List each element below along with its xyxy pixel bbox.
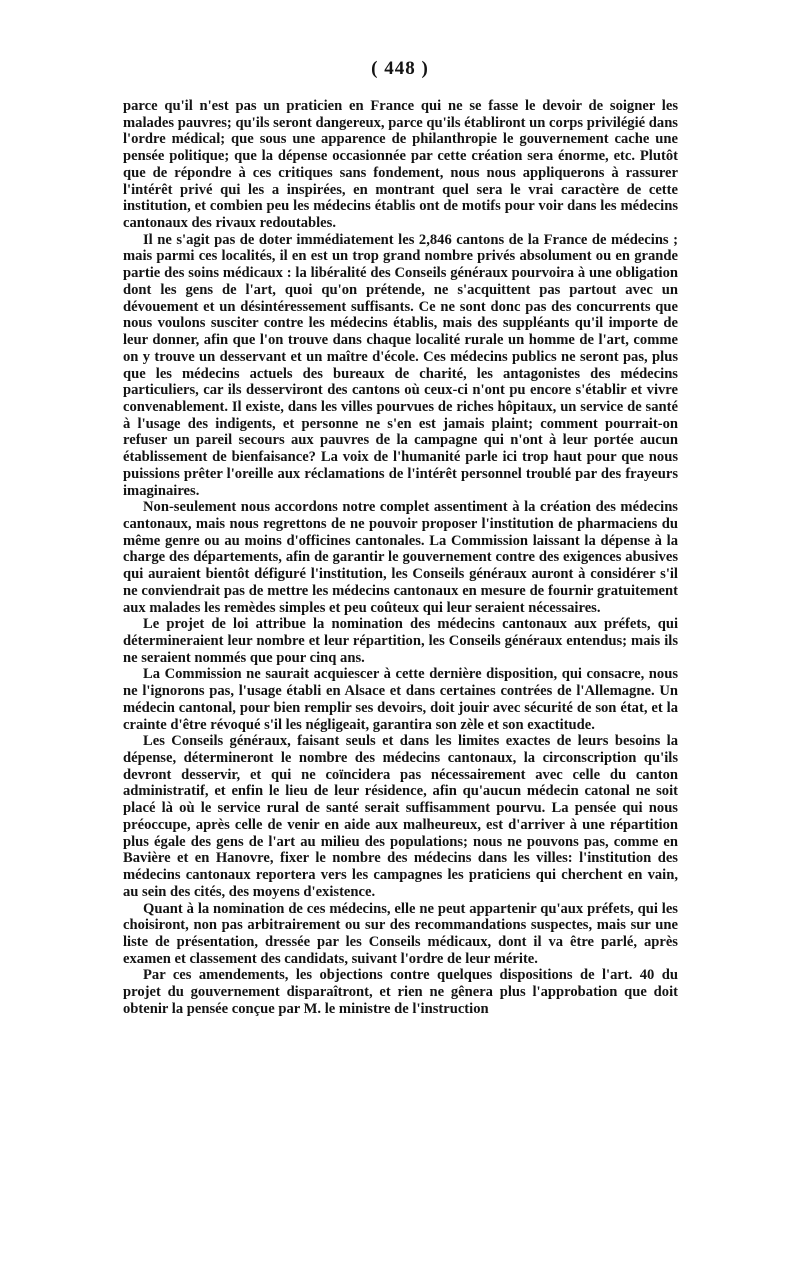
paragraph: Quant à la nomination de ces médecins, elle ne peut appartenir qu'aux préfets, qui les choisiront, non pas arbitrairement ou sur des recommandations suspectes, mais sur une liste de présentation, dressée par les Conseils médicaux, dont il va être parlé, après examen et classement des candidats, suivant l'ordre de leur mérite.	[123, 900, 678, 967]
body-text	[123, 98, 678, 1018]
paragraph: Le projet de loi attribue la nomination des médecins cantonaux aux préfets, qui détermineraient leur nombre et leur répartition, les Conseils généraux entendus; mais ils ne seraient nommés que pour cinq ans.	[123, 616, 678, 666]
paragraph: Il ne s'agit pas de doter immédiatement les 2,846 cantons de la France de médecins ; mais parmi ces localités, il en est un trop grand nombre privés absolument ou en grande partie des soins médicaux : la libéralité des Conseils généraux pourvoira à une obligation dont les gens de l'art, quoi qu'on prétende, ne s'acquittent pas partout avec un dévouement et un désintéressement suffisants. Ce ne sont donc pas des concurrents que nous voulons susciter contre les médecins établis, mais des suppléants qu'il importe de leur donner, afin que l'on trouve dans chaque localité rurale un homme de l'art, comme on y trouve un desservant et un maître d'école. Ces médecins publics ne seront pas, plus que les médecins actuels des bureaux de charité, les antagonistes des médecins particuliers, car ils desserviront des cantons où ceux-ci n'ont pu encore s'établir et vivre convenablement. Il existe, dans les villes pourvues de riches hôpitaux, un service de santé à l'usage des indigents, et personne ne s'en est jamais plaint; comment pourrait-on refuser un pareil secours aux pauvres de la campagne qui n'ont à leur portée aucun établissement de bienfaisance? La voix de l'humanité parle ici trop haut pour que nous puissions prêter l'oreille aux réclamations de l'intérêt personnel troublé par des frayeurs imaginaires.	[123, 231, 678, 499]
paragraph-continuation: parce qu'il n'est pas un praticien en France qui ne se fasse le devoir de soigner les malades pauvres; qu'ils seront dangereux, parce qu'ils établiront un corps privilégié dans l'ordre médical; que sous une apparence de philanthropie le gouvernement cache une pensée politique; que la dépense occasionnée par cette création sera énorme, etc. Plutôt que de répondre à ces critiques sans fondement, nous nous appliquerons à rassurer l'intérêt privé qui les a inspirées, en montrant quel sera le vrai caractère de cette institution, et combien peu les médecins établis ont de motifs pour voir dans les médecins cantonaux des rivaux redoutables.	[123, 98, 678, 232]
paragraph: Par ces amendements, les objections contre quelques dispositions de l'art. 40 du projet du gouvernement disparaîtront, et rien ne gênera plus l'approbation que doit obtenir la pensée conçue par M. le ministre de l'instruction	[123, 967, 678, 1017]
paragraph: Non-seulement nous accordons notre complet assentiment à la création des médecins cantonaux, mais nous regrettons de ne pouvoir proposer l'institution de pharmaciens du même genre ou au moins d'officines cantonales. La Commission laissant la dépense à la charge des départements, afin de garantir le gouvernement contre des exigences abusives qui auraient bientôt défiguré l'institution, les Conseils généraux auront à considérer s'il ne conviendrait pas de mettre les médecins cantonaux en mesure de fournir gratuitement aux malades les remèdes simples et peu coûteux qui leur seraient nécessaires.	[123, 499, 678, 616]
paragraph: Les Conseils généraux, faisant seuls et dans les limites exactes de leurs besoins la dépense, détermineront le nombre des médecins cantonaux, la circonscription qu'ils devront desservir, et qui ne coïncidera pas nécessairement avec celle du canton administratif, et enfin le lieu de leur résidence, afin qu'aucun médecin catonal ne soit placé là où le service rural de santé serait suffisamment pourvu. La pensée qui nous préoccupe, après celle de venir en aide aux malheureux, est d'arriver à une répartition plus égale des gens de l'art au milieu des populations; nous ne pouvons pas, comme en Bavière et en Hanovre, fixer le nombre des médecins dans les villes: l'institution des médecins cantonaux reportera vers les campagnes les praticiens qui cherchent en vain, au sein des cités, des moyens d'existence.	[123, 733, 678, 900]
paragraph: La Commission ne saurait acquiescer à cette dernière disposition, qui consacre, nous ne l'ignorons pas, l'usage établi en Alsace et dans certaines contrées de l'Allemagne. Un médecin cantonal, pour bien remplir ses devoirs, doit jouir avec sécurité de son état, et la crainte d'être révoqué s'il les négligeait, garantira son zèle et son exactitude.	[123, 666, 678, 733]
page-number: ( 448 )	[371, 58, 429, 79]
